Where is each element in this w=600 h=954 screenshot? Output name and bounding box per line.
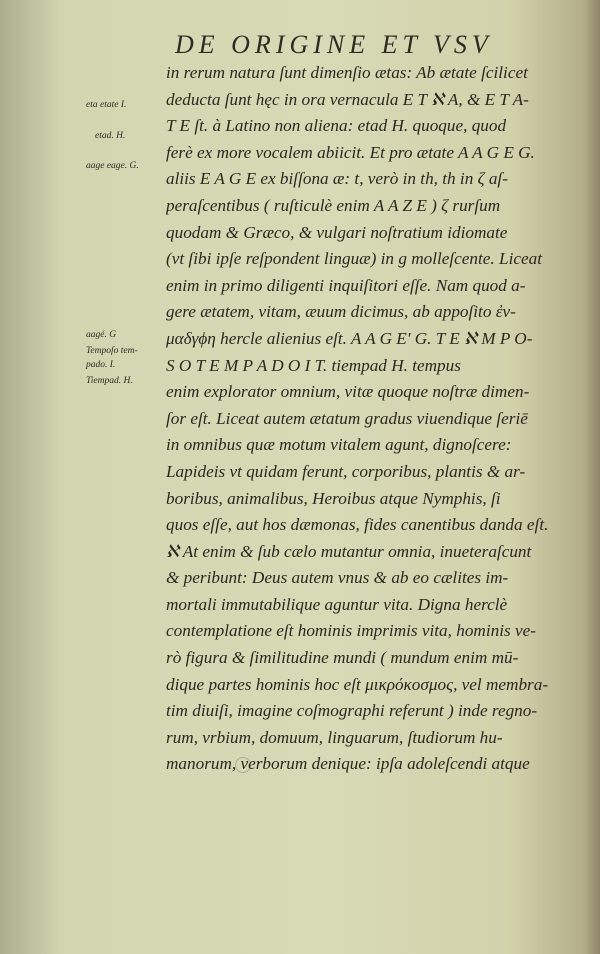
text-line: Lapideis vt quidam ferunt, corporibus, plantis & ar- bbox=[166, 461, 526, 481]
margin-note: Tiempad. H. bbox=[86, 376, 133, 386]
text-line: enim explorator omnium, vitæ quoque noſtræ dimen- bbox=[166, 382, 530, 402]
body-text bbox=[166, 60, 576, 778]
text-line: quodam & Græco, & vulgari noſtratium idiomate bbox=[166, 222, 508, 242]
margin-note: eta etate I. bbox=[86, 100, 127, 110]
running-title: DE ORIGINE ET VSV bbox=[175, 30, 493, 59]
text-line: in omnibus quæ motum vitalem agunt, dignoſcere: bbox=[166, 435, 512, 455]
margin-note: Tempoſo tem- bbox=[86, 346, 138, 356]
text-line: in rerum natura ſunt dimenſio ætas: Ab ætate ſcilicet bbox=[166, 63, 528, 82]
text-line: gere ætatem, vitam, æuum dicimus, ab appoſito ἐν- bbox=[166, 302, 516, 322]
text-line: dique partes hominis hoc eſt μικρόκοσμος, vel membra- bbox=[166, 674, 549, 694]
text-line: & peribunt: Deus autem vnus & ab eo cælites im- bbox=[166, 568, 509, 588]
text-line: (vt ſibi ipſe reſpondent linguæ) in g molleſcente. Liceat bbox=[166, 249, 542, 269]
text-line: quos eſſe, aut hos dæmonas, fides canentibus danda eſt. bbox=[166, 515, 549, 535]
text-line: T E ſt. à Latino non aliena: etad H. quoque, quod bbox=[166, 116, 507, 136]
text-line: deducta ſunt hęc in ora vernacula E T ℵ A, & E T A- bbox=[166, 89, 529, 109]
margin-note: aage eage. G. bbox=[86, 161, 139, 171]
text-line: peraſcentibus ( ruſticulè enim A A Z E ) ζ rurſum bbox=[166, 195, 501, 215]
text-line: enim in primo diligenti inquiſitori eſſe. Nam quod a- bbox=[166, 275, 526, 295]
text-line: boribus, animalibus, Heroibus atque Nymphis, ſi bbox=[166, 488, 501, 508]
text-line: ſor eſt. Liceat autem ætatum gradus viuendique ſeriē bbox=[166, 408, 528, 428]
margin-note: pado. I. bbox=[86, 360, 116, 370]
text-line: S O T E M P A D O I T. tiempad H. tempus bbox=[166, 355, 461, 375]
text-line: aliis E A G E ex biſſona æ: t, verò in th, th in ζ aſ- bbox=[166, 169, 508, 189]
text-line: mortali immutabilique aguntur vita. Digna herclè bbox=[166, 594, 508, 614]
margin-note: aagé. G bbox=[86, 330, 117, 340]
text-line: μαδγϕη hercle alienius eſt. A A G E' G. T E ℵ M P O- bbox=[166, 328, 533, 348]
text-line: ℵ At enim & ſub cælo mutantur omnia, inueteraſcunt bbox=[166, 541, 532, 561]
text-line: manorum, verborum denique: ipſa adoleſcendi atque bbox=[166, 754, 530, 774]
text-line: rò figura & ſimilitudine mundi ( mundum enim mū- bbox=[166, 648, 519, 668]
text-line: tim diuiſi, imagine coſmographi referunt ) inde regno- bbox=[166, 701, 538, 721]
margin-note: etad. H. bbox=[95, 131, 126, 141]
text-line: ferè ex more vocalem abiicit. Et pro ætate A A G E G. bbox=[166, 142, 535, 162]
text-line: rum, vrbium, domuum, linguarum, ſtudiorum hu- bbox=[166, 727, 503, 747]
gutter-shadow bbox=[0, 0, 60, 954]
ink-smudge bbox=[235, 757, 251, 773]
text-line: contemplatione eſt hominis imprimis vita, hominis ve- bbox=[166, 621, 536, 641]
